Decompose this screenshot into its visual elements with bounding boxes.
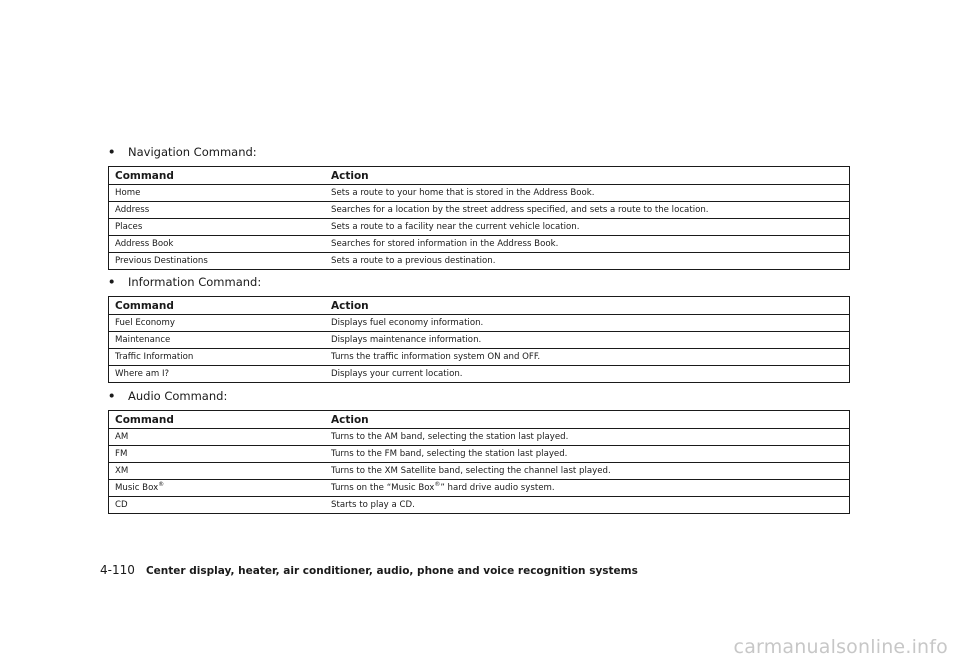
table-row [109, 480, 850, 497]
page-footer [100, 561, 638, 577]
column-header-command: Command [109, 411, 326, 429]
action-cell: Searches for stored information in the Address Book. [325, 236, 850, 253]
table-header-row [109, 297, 850, 315]
command-cell: Places [109, 219, 326, 236]
table-row [109, 332, 850, 349]
navigation-command-heading: • Navigation Command: [108, 145, 257, 159]
table-row [109, 202, 850, 219]
navigation-command-section [108, 144, 850, 270]
action-cell: Turns to the FM band, selecting the station last played. [325, 446, 850, 463]
column-header-action: Action [325, 297, 850, 315]
navigation-command-table [108, 166, 850, 270]
table-row [109, 185, 850, 202]
bullet-icon: • [108, 275, 116, 289]
watermark-text: carmanualsonline.info [733, 636, 948, 658]
column-header-command: Command [109, 167, 326, 185]
registered-mark: ® [158, 481, 165, 489]
command-cell: Address Book [109, 236, 326, 253]
column-header-action: Action [325, 411, 850, 429]
audio-command-section [108, 388, 850, 514]
action-cell: Turns to the XM Satellite band, selecting the channel last played. [325, 463, 850, 480]
action-cell: Sets a route to a previous destination. [325, 253, 850, 270]
action-cell: Searches for a location by the street address specified, and sets a route to the location. [325, 202, 850, 219]
table-row [109, 463, 850, 480]
table-row [109, 366, 850, 383]
action-cell: Turns on the “Music Box®” hard drive audio system. [325, 480, 850, 497]
running-head: Center display, heater, air conditioner, audio, phone and voice recognition systems [145, 565, 638, 577]
information-command-heading: • Information Command: [108, 275, 262, 289]
table-header-row [109, 411, 850, 429]
command-cell: Music Box® [109, 480, 326, 497]
action-cell: Displays fuel economy information. [331, 318, 484, 328]
command-cell: Fuel Economy [115, 318, 175, 328]
table-row [109, 429, 850, 446]
command-cell: Home [115, 188, 141, 198]
action-cell: Starts to play a CD. [325, 497, 850, 514]
table-header-row [109, 167, 850, 185]
table-row [109, 219, 850, 236]
information-command-section [108, 274, 850, 383]
command-cell: XM [109, 463, 326, 480]
command-cell: AM [115, 432, 129, 442]
command-cell: CD [109, 497, 326, 514]
registered-mark: ® [434, 481, 441, 489]
command-cell: Address [109, 202, 326, 219]
command-cell: Previous Destinations [109, 253, 326, 270]
table-row [109, 446, 850, 463]
command-cell: Traffic Information [109, 349, 326, 366]
action-cell: Turns the traffic information system ON and OFF. [325, 349, 850, 366]
bullet-icon: • [108, 389, 116, 403]
table-row [109, 497, 850, 514]
action-cell: Sets a route to your home that is stored in the Address Book. [331, 188, 595, 198]
column-header-command: Command [109, 297, 326, 315]
command-cell: Where am I? [109, 366, 326, 383]
command-cell: Maintenance [109, 332, 326, 349]
audio-command-table [108, 410, 850, 514]
audio-command-heading: • Audio Command: [108, 389, 228, 403]
table-row [109, 349, 850, 366]
table-row [109, 315, 850, 332]
action-cell: Sets a route to a facility near the current vehicle location. [325, 219, 850, 236]
action-cell: Turns to the AM band, selecting the station last played. [331, 432, 569, 442]
bullet-icon: • [108, 145, 116, 159]
command-cell: FM [109, 446, 326, 463]
information-command-table [108, 296, 850, 383]
page-number: 4-110 [100, 563, 135, 577]
table-row [109, 236, 850, 253]
table-row [109, 253, 850, 270]
column-header-action: Action [325, 167, 850, 185]
action-cell: Displays maintenance information. [325, 332, 850, 349]
action-cell: Displays your current location. [325, 366, 850, 383]
